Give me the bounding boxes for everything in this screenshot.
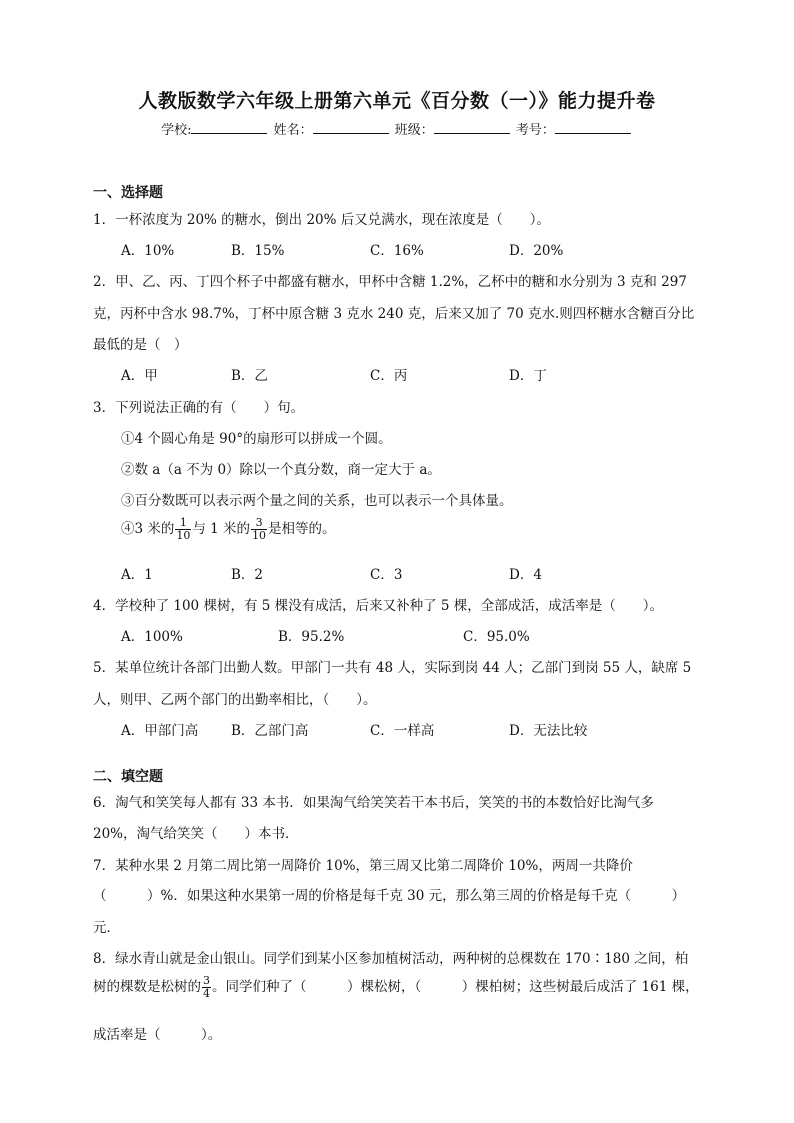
statement-4-text-a: ④3 米的 [121,521,175,537]
question-4-option-b: B．95.2% [278,629,345,645]
question-1-option-d: D．20% [509,243,564,259]
question-7-line-3: 元． [93,920,120,936]
exam-no-blank[interactable] [555,120,631,134]
question-2-option-d: D．丁 [509,368,547,384]
statement-4-text-b: 与 1 米的 [192,521,251,537]
class-blank[interactable] [434,120,510,134]
student-info-row [0,119,794,138]
question-8-line-2 [93,975,699,1000]
question-5-option-b: B．乙部门高 [231,723,309,739]
question-5-option-c: C．一样高 [370,723,435,739]
question-2-option-b: B．乙 [231,368,268,384]
section-heading-fill: 二、填空题 [93,769,163,785]
school-label: 学校: [161,123,192,138]
question-4-stem: 4．学校种了 100 棵树，有 5 棵没有成活，后来又补种了 5 棵，全部成活，成活率是（ ）。 [93,598,664,614]
question-1-option-c: C．16% [370,243,424,259]
question-4-option-a: A．100% [121,629,183,645]
question-1-option-a: A．10% [121,243,175,259]
name-blank[interactable] [313,120,389,134]
question-3-option-d: D．4 [509,567,542,583]
class-label: 班级： [394,123,434,138]
question-8-line-3: 成活率是（ ）。 [93,1027,222,1043]
question-3-statement-3: ③百分数既可以表示两个量之间的关系，也可以表示一个具体量。 [121,493,513,509]
school-blank[interactable] [191,120,267,134]
fraction-numerator: 3 [251,517,267,530]
question-3-option-a: A．1 [121,567,153,583]
question-5-option-a: A．甲部门高 [121,723,199,739]
question-4-option-c: C．95.0% [463,629,530,645]
fraction-denominator: 10 [252,529,267,542]
question-3-option-c: C．3 [370,567,403,583]
question-6-line-1: 6．淘气和笑笑每人都有 33 本书．如果淘气给笑笑若干本书后，笑笑的书的本数恰好比淘气多 [93,795,654,811]
question-5-line-1: 5．某单位统计各部门出勤人数。甲部门一共有 48 人，实际到岗 44 人；乙部门到岗 55 人，缺席 5 [93,660,692,676]
fraction-numerator: 3 [203,974,210,987]
question-5-line-2: 人，则甲、乙两个部门的出勤率相比，（ ）。 [93,692,377,708]
fraction-denominator: 4 [203,987,210,1000]
question-2-line-1: 2．甲、乙、丙、丁四个杯子中都盛有糖水，甲杯中含糖 1.2%，乙杯中的糖和水分别为 3 克和 297 [93,274,687,290]
question-3-stem: 3．下列说法正确的有（ ）句。 [93,400,305,416]
question-8-text-a: 树的棵数是松树的 [93,979,201,995]
fraction-three-tenths [251,517,267,542]
fraction-denominator: 10 [176,529,191,542]
question-5-option-d: D．无法比较 [509,723,588,739]
statement-4-text-c: 是相等的。 [268,521,336,537]
question-8-line-1: 8．绿水青山就是金山银山。同学们到某小区参加植树活动，两种树的总棵数在 170∶180 之间，柏 [93,951,689,967]
question-2-line-3: 最低的是（ ） [93,337,188,353]
question-1-option-b: B．15% [231,243,285,259]
question-6-line-2: 20%，淘气给笑笑（ ）本书． [93,826,299,842]
question-3-statement-2: ②数 a（a 不为 0）除以一个真分数，商一定大于 a。 [121,462,441,478]
exam-no-label: 考号： [515,123,555,138]
fraction-one-tenth [175,517,191,542]
fraction-numerator: 1 [175,517,191,530]
question-2-line-2: 克，丙杯中含水 98.7%，丁杯中原含糖 3 克水 240 克，后来又加了 70 克水.则四杯糖水含糖百分比 [93,306,695,322]
question-3-statement-4 [121,517,336,542]
question-2-option-a: A．甲 [121,368,158,384]
section-heading-choice: 一、选择题 [93,185,163,201]
fraction-three-quarters [202,975,211,1000]
question-1-stem: 1．一杯浓度为 20% 的糖水，倒出 20% 后又兑满水，现在浓度是（ ）。 [93,212,551,228]
question-3-option-b: B．2 [231,567,264,583]
name-label: 姓名： [273,123,313,138]
question-2-option-c: C．丙 [370,368,408,384]
question-8-text-b: 。同学们种了（ ）棵松树，（ ）棵柏树；这些树最后成活了 161 棵， [212,979,699,995]
question-7-line-2: （ ）%．如果这种水果第一周的价格是每千克 30 元，那么第三周的价格是每千克（ ） [93,888,686,904]
question-7-line-1: 7．某种水果 2 月第二周比第一周降价 10%，第三周又比第二周降价 10%，两周一共降价 [93,858,633,874]
question-3-statement-1: ①4 个圆心角是 90°的扇形可以拼成一个圆。 [121,431,392,447]
page-title: 人教版数学六年级上册第六单元《百分数（一）》能力提升卷 [138,90,656,112]
